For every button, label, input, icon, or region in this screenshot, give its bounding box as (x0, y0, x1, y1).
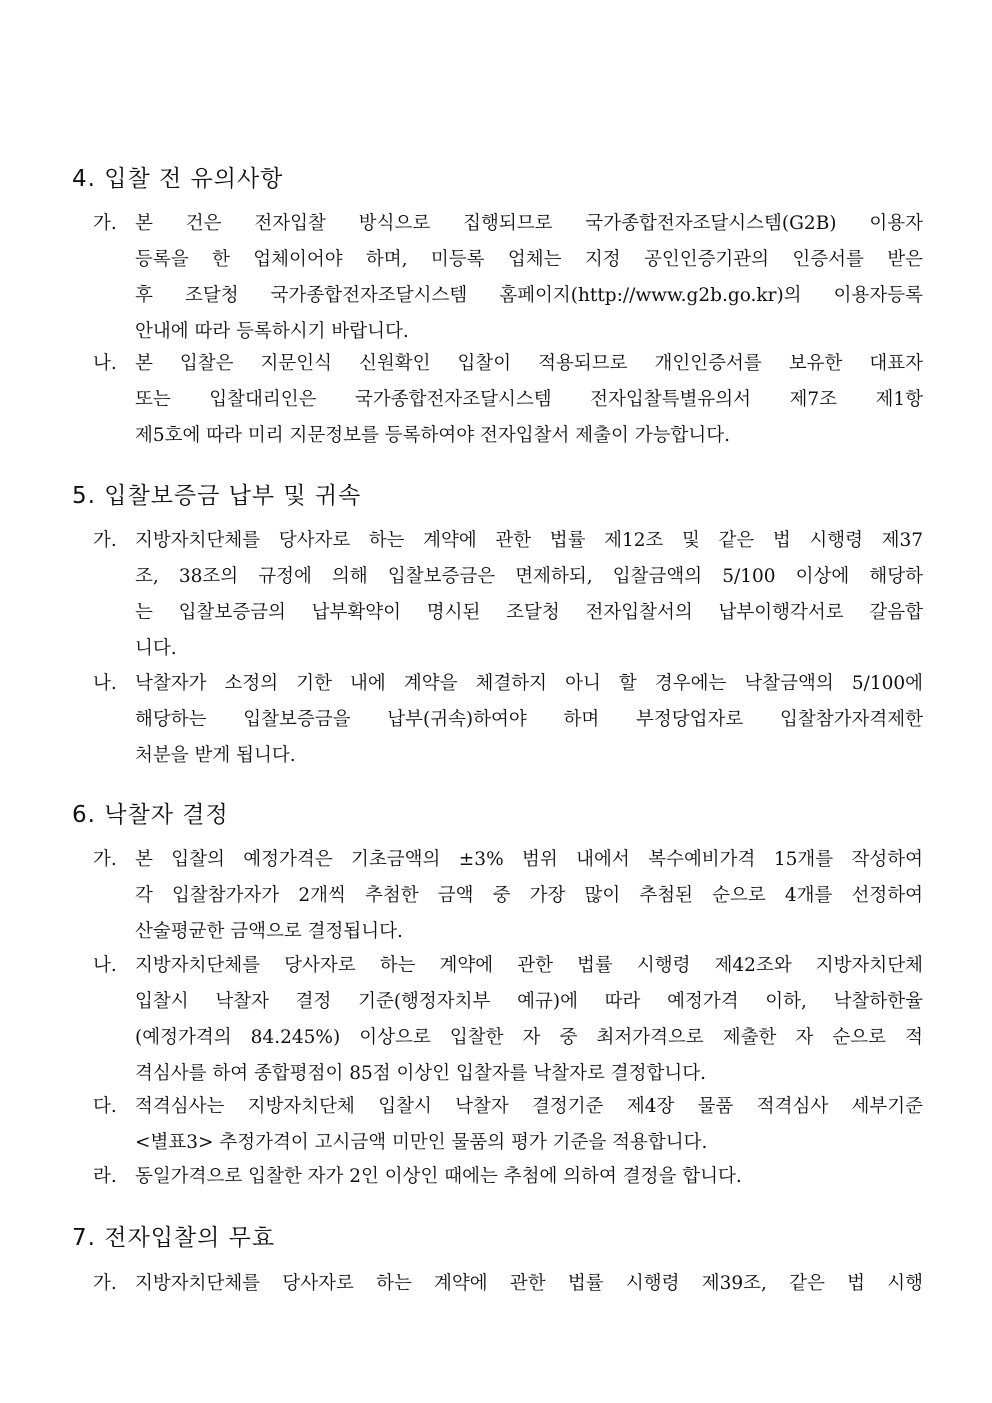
text-line: 안내에 따라 등록하시기 바랍니다. (135, 321, 409, 342)
text-line: 본 건은 전자입찰 방식으로 집행되므로 국가종합전자조달시스템(G2B) 이용자 (135, 213, 923, 234)
item-marker: 가. (93, 530, 117, 551)
section-title-5: 5. 입찰보증금 납부 및 귀속 (72, 483, 362, 509)
item-body (135, 1089, 923, 1161)
text-line: <별표3> 추정가격이 고시금액 미만인 물품의 평가 기준을 적용합니다. (135, 1132, 708, 1153)
item-body (135, 206, 923, 350)
item-marker: 나. (93, 955, 117, 976)
text-line: 지방자치단체를 당사자로 하는 계약에 관한 법률 제12조 및 같은 법 시행령 제37 (135, 530, 923, 551)
text-line: 본 입찰은 지문인식 신원확인 입찰이 적용되므로 개인인증서를 보유한 대표자 (135, 353, 923, 374)
section-6-item-na (93, 948, 923, 1092)
text-line: 각 입찰참가자가 2개씩 추첨한 금액 중 가장 많이 추첨된 순으로 4개를 선정하여 (135, 885, 923, 906)
text-line: 낙찰자가 소정의 기한 내에 계약을 체결하지 아니 할 경우에는 낙찰금액의 5/100에 (135, 673, 923, 694)
item-body (135, 842, 923, 950)
item-marker: 다. (93, 1096, 117, 1117)
item-marker: 나. (93, 353, 117, 374)
text-line: 또는 입찰대리인은 국가종합전자조달시스템 전자입찰특별유의서 제7조 제1항 (135, 389, 923, 410)
text-line: 격심사를 하여 종합평점이 85점 이상인 입찰자를 낙찰자로 결정합니다. (135, 1063, 706, 1084)
text-line: 조, 38조의 규정에 의해 입찰보증금은 면제하되, 입찰금액의 5/100 이상에 해당하 (135, 566, 923, 587)
item-body (135, 1159, 923, 1195)
item-marker: 가. (93, 849, 117, 870)
text-line: 지방자치단체를 당사자로 하는 계약에 관한 법률 시행령 제39조, 같은 법 시행 (135, 1273, 923, 1294)
section-6-item-ga (93, 842, 923, 950)
item-body (135, 523, 923, 667)
section-6-item-ra (93, 1159, 923, 1195)
text-line: 본 입찰의 예정가격은 기초금액의 ±3% 범위 내에서 복수예비가격 15개를 작성하여 (135, 849, 923, 870)
text-line: 후 조달청 국가종합전자조달시스템 홈페이지(http://www.g2b.go.kr)의 이용자등록 (135, 285, 923, 306)
section-6-item-da (93, 1089, 923, 1161)
section-title-7: 7. 전자입찰의 무효 (72, 1225, 276, 1251)
text-line: 동일가격으로 입찰한 자가 2인 이상인 때에는 추첨에 의하여 결정을 합니다. (135, 1166, 742, 1187)
text-line: 등록을 한 업체이어야 하며, 미등록 업체는 지정 공인인증기관의 인증서를 받은 (135, 249, 923, 270)
section-4-item-ga (93, 206, 923, 350)
section-5-item-na (93, 666, 923, 774)
item-marker: 가. (93, 213, 117, 234)
item-marker: 나. (93, 673, 117, 694)
section-title-4: 4. 입찰 전 유의사항 (72, 166, 284, 192)
item-body (135, 346, 923, 454)
text-line: 입찰시 낙찰자 결정 기준(행정자치부 예규)에 따라 예정가격 이하, 낙찰하한율 (135, 991, 923, 1012)
text-line: 제5호에 따라 미리 지문정보를 등록하여야 전자입찰서 제출이 가능합니다. (135, 425, 730, 446)
text-line: 는 입찰보증금의 납부확약이 명시된 조달청 전자입찰서의 납부이행각서로 갈음합 (135, 602, 923, 623)
item-marker: 라. (93, 1166, 117, 1187)
text-line: 산술평균한 금액으로 결정됩니다. (135, 921, 403, 942)
item-body (135, 948, 923, 1092)
text-line: 처분을 받게 됩니다. (135, 745, 296, 766)
item-marker: 가. (93, 1273, 117, 1294)
item-body (135, 666, 923, 774)
text-line: 적격심사는 지방자치단체 입찰시 낙찰자 결정기준 제4장 물품 적격심사 세부기준 (135, 1096, 923, 1117)
text-line: 해당하는 입찰보증금을 납부(귀속)하여야 하며 부정당업자로 입찰참가자격제한 (135, 709, 923, 730)
text-line: (예정가격의 84.245%) 이상으로 입찰한 자 중 최저가격으로 제출한 자 순으로 적 (135, 1027, 923, 1048)
item-body (135, 1266, 923, 1302)
text-line: 니다. (135, 638, 177, 659)
section-5-item-ga (93, 523, 923, 667)
text-line: 지방자치단체를 당사자로 하는 계약에 관한 법률 시행령 제42조와 지방자치단체 (135, 955, 923, 976)
section-4-item-na (93, 346, 923, 454)
section-7-item-ga (93, 1266, 923, 1302)
section-title-6: 6. 낙찰자 결정 (72, 802, 229, 828)
